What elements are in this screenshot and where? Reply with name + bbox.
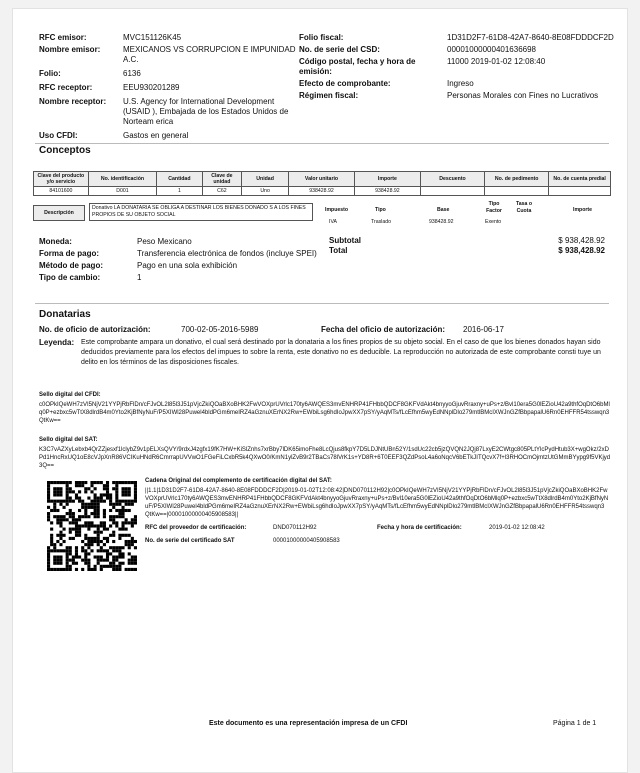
codigo-postal-label: Código postal, fecha y hora de emisión: [299,57,416,76]
col-pedimento: No. de pedimento [485,172,549,187]
total-value: $ 938,428.92 [558,246,605,255]
col-unidad: Unidad [242,172,289,187]
divider [35,303,609,304]
page-number: Página 1 de 1 [553,720,597,727]
nombre-receptor-label: Nombre receptor: [39,97,107,106]
cell-cuenta-predial [549,187,611,196]
cell-no-identificacion: D001 [88,187,156,196]
uso-cfdi-label: Uso CFDI: [39,131,78,140]
folio-fiscal-label: Folio fiscal: [299,33,344,42]
tax-col-tasa: Tasa o Cuota [515,201,533,214]
cell-pedimento [485,187,549,196]
metodo-pago-value: Pago en una sola exhibición [137,261,238,270]
forma-pago-label: Forma de pago: [39,249,100,258]
table-row [34,187,611,196]
col-descuento: Descuento [420,172,484,187]
rfc-proveedor-value: DND070112H92 [273,525,317,531]
rfc-receptor-value: EEU930201289 [123,83,180,92]
folio-value: 6136 [123,69,141,78]
oficio-label: No. de oficio de autorización: [39,325,151,334]
cell-clave-producto: 84101600 [34,187,89,196]
fecha-certificacion-label: Fecha y hora de certificación: [377,525,462,531]
conceptos-title: Conceptos [39,145,91,156]
fecha-certificacion-value: 2019-01-02 12:08:42 [489,525,545,531]
tax-col-importe: Importe [573,207,593,213]
tipo-cambio-value: 1 [137,273,142,282]
conceptos-table [33,171,611,196]
forma-pago-value: Transferencia electrónica de fondos (incluye SPEI) [137,249,317,258]
serie-sat-label: No. de serie del certificado SAT [145,538,235,544]
nombre-emisor-label: Nombre emisor: [39,45,101,54]
conceptos-header-row [34,172,611,187]
cell-cantidad: 1 [157,187,202,196]
sello-sat-label: Sello digital del SAT: [39,437,98,443]
header-right [299,33,629,101]
sello-cfdi-value: c0OPkIQeWH7zVI5NjV21YYPjRbFlDn/cFJvOL2l85l3J51pVjcZkiQOaBXoBHK2FwVOXprUVrlc170ty6AWQES3mvENHRP41FHbbQDCF8GKFVdAkt4bnyyoGjuvRraxny+uPs+z/Bvl10era5G0lEZioU42a9thfOqDtO6bMlq0P+ezbxc5wTtX8dlrdB4m0Yto2KjBfNyNuF/P5XIWl28Puwel4bldPGm6meIRZ4aGznuXErNX2Rw+EWbiLsg6hdIoJpwXX7pSY/yAqMTs/fLcEfhm5wyEdNNplDlo279mtlBMcIXWJnGZfBbpapalU6Rn0EHFFR54tsswqn3QtKw== [39,402,610,424]
cell-descuento [420,187,484,196]
moneda-value: Peso Mexicano [137,237,192,246]
cadena-original-value: ||1.1|1D31D2F7-61D8-42A7-8640-8E08FDDDCF2D|2019-01-02T12:08:42|DND070112H92|c0OPkIQeWH7zVI5NjV21YYPjRbFlDn/cFJvOL2l85l3J51pVjcZkiQOaBXoBHK2FwVOXprUVrlc170ty6AWQES3mvENHRP41FHbbQDCF8GKFVdAkt4bnyyoGjuvRraxny+uPs+z/Bvl10era5G0lEZioU42a9thfOqDtO6bMlq0P+ezbxc5wTtX8dlrdB4m0Yto2KjBfNyNuF/P5XIWl28Puwel4bldPGm6meIRZ4aGznuXErNX2Rw+EWbiLsg6hdIoJpwXX7pSY/yAqMTs/fLcEfhm5wyEdNNplDlo279mtlBMcIXWJnGZfBbpapalU6Rn0EHFFR54tsswqn3QtKw==|00001000000405908583|| [145,488,609,518]
subtotal-value: $ 938,428.92 [558,236,605,245]
cadena-original-label: Cadena Original del complemento de certificación digital del SAT: [145,478,332,484]
descripcion-block [33,199,611,237]
fecha-oficio-label: Fecha del oficio de autorización: [321,325,446,334]
tax-tipo-value: Traslado [371,219,391,225]
rfc-emisor-label: RFC emisor: [39,33,87,42]
tipo-cambio-label: Tipo de cambio: [39,273,101,282]
moneda-label: Moneda: [39,237,72,246]
footer-note: Este documento es una representación impresa de un CFDI [209,720,408,727]
cell-importe: 938428.92 [354,187,420,196]
col-clave-producto: Clave del producto y/o servicio [34,172,89,187]
subtotal-label: Subtotal [329,236,361,245]
uso-cfdi-value: Gastos en general [123,131,189,140]
serie-sat-value: 00001000000405908583 [273,538,340,544]
donatarias-title: Donatarias [39,309,91,320]
regimen-fiscal-value: Personas Morales con Fines no Lucrativos [447,91,599,100]
tax-col-impuesto: Impuesto [325,207,349,213]
descripcion-text: Donativo LA DONATARIA SE OBLIGA A DESTINAR LOS BIENES DONADO S A LOS FINES PROPIOS DE SU OBJETO SOCIAL [89,203,313,221]
qr-code [47,481,137,571]
efecto-comprobante-value: Ingreso [447,79,474,88]
payment-block [39,237,339,285]
tax-base-value: 938428.92 [429,219,454,225]
no-serie-csd-label: No. de serie del CSD: [299,45,380,54]
oficio-value: 700-02-05-2016-5989 [181,325,259,334]
nombre-receptor-value: U.S. Agency for International Development (USAID ), Embajada de los Estados Unidos de Norteam erica [123,97,289,126]
sello-cfdi-label: Sello digital del CFDI: [39,392,101,398]
tax-factor-value: Exento [485,219,502,225]
tax-col-tipo-factor: Tipo Factor [486,201,502,214]
tax-impuesto-value: IVA [329,219,337,225]
total-label: Total [329,246,348,255]
col-cantidad: Cantidad [157,172,202,187]
folio-fiscal-value: 1D31D2F7-61D8-42A7-8640-8E08FDDDCF2D [447,33,614,42]
efecto-comprobante-label: Efecto de comprobante: [299,79,391,88]
col-cuenta-predial: No. de cuenta predial [549,172,611,187]
sello-sat-value: K3C7vAZXyLebxb4QrZZjesxf1lclybZ9v1pELXsQVY/9rdxJ4zgfx19fK7HW+KiSlZnhs7xrBby7lDK65imoFhe8LcQjus8fkpY7D5LDJNtUBn52Y/1sdUc22cb5jzQVQN2JQj87LxyE2CWtgc805PLtYlcPydHtub3X+wgOkz/2xDPd1HncRxUQ1oE8cVJpXnR86VCIKuHNdR6CmrrapUVVwO1FGeFiLCxbR5k4QXwO0/KmN1ylZvB9r2TBaCs78lVrK1s+YD8R+6T0EEF3QZdPsoL4a6oNqcV6bETkJITQcvX7f+l3RHOCmOjmtzUtGMmBYypg9f5VKjyd3Q== [39,447,611,469]
invoice-page [12,8,628,773]
rfc-emisor-value: MVC151126K45 [123,33,182,42]
cell-clave-unidad: C62 [202,187,242,196]
rfc-receptor-label: RFC receptor: [39,83,93,92]
descripcion-label: Descripción [33,205,85,221]
nombre-emisor-value: MEXICANOS VS CORRUPCION E IMPUNIDAD A.C. [123,45,296,64]
leyenda-label: Leyenda: [39,338,75,347]
tax-col-tipo: Tipo [375,207,386,213]
cell-unidad: Uno [242,187,289,196]
folio-label: Folio: [39,69,61,78]
metodo-pago-label: Método de pago: [39,261,103,270]
col-no-identificacion: No. identificación [88,172,156,187]
leyenda-value: Este comprobante ampara un donativo, el cual será destinado por la donataria a los fines propios de su objeto social. En el caso de que los bienes donados hayan sido deducidos previamente para los efectos del impues to sobre la renta, este donativo no es deducible. La reproducción no autorizada de este comprobante consti tuye un delito en los términos de las disposiciones fiscales. [81,339,601,366]
col-valor-unitario: Valor unitario [289,172,355,187]
rfc-proveedor-label: RFC del proveedor de certificación: [145,525,247,531]
cell-valor-unitario: 938428.92 [289,187,355,196]
fecha-oficio-value: 2016-06-17 [463,325,504,334]
col-clave-unidad: Clave de unidad [202,172,242,187]
codigo-postal-value: 11000 2019-01-02 12:08:40 [447,57,546,66]
regimen-fiscal-label: Régimen fiscal: [299,91,359,100]
no-serie-csd-value: 00001000000401636698 [447,45,536,54]
header-left [39,33,307,141]
tax-col-base: Base [437,207,450,213]
col-importe: Importe [354,172,420,187]
divider [35,143,609,144]
